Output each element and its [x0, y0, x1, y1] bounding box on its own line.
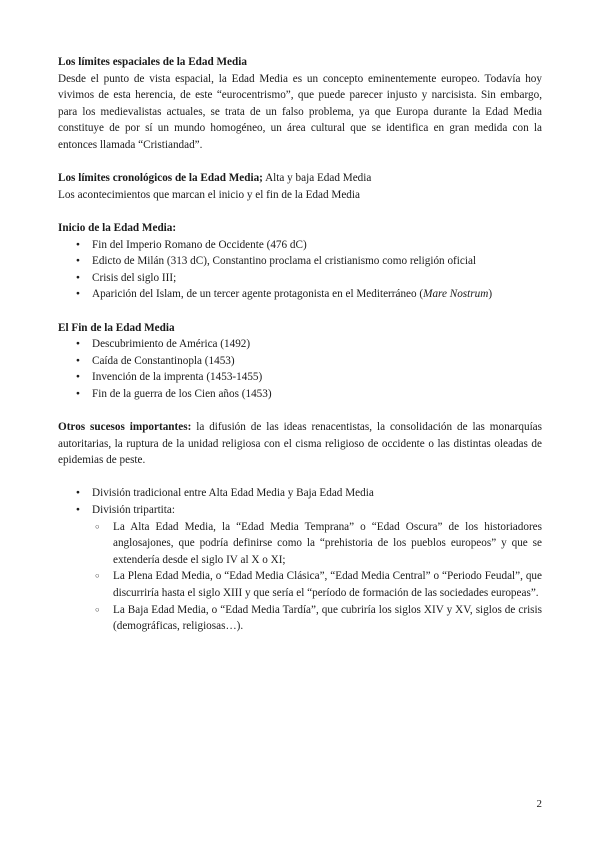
- paragraph-events: Los acontecimientos que marcan el inicio y el fin de la Edad Media: [58, 188, 360, 201]
- sublist-item: ○ La Plena Edad Media, o “Edad Media Clásica”, “Edad Media Central” o “Periodo Feudal”, que discurriría hasta el siglo XIII y que sería el “período de formación de las sociedades europeas”.: [76, 568, 542, 601]
- heading-spatial-limits: Los límites espaciales de la Edad Media: [58, 56, 247, 68]
- division-list: [58, 485, 542, 518]
- list-item: ● División tradicional entre Alta Edad Media y Baja Edad Media: [58, 485, 542, 502]
- list-item: ● Fin del Imperio Romano de Occidente (476 dC): [58, 237, 542, 254]
- list-item: ● División tripartita:: [58, 502, 542, 519]
- heading-fin: El Fin de la Edad Media: [58, 321, 175, 334]
- paragraph-otros: Otros sucesos importantes: la difusión de las ideas renacentistas, la consolidación de las monarquías autoritarias, la ruptura de la unidad religiosa con el cisma religioso de occidente o las distintas oleadas de epidemias de peste.: [58, 421, 543, 467]
- list-item: ● Fin de la guerra de los Cien años (1453): [58, 386, 542, 403]
- list-item: ● Edicto de Milán (313 dC), Constantino proclama el cristianismo como religión oficial: [58, 253, 542, 270]
- list-item: ● Descubrimiento de América (1492): [58, 336, 542, 353]
- list-item: ● Caída de Constantinopla (1453): [58, 353, 542, 370]
- page-number: 2: [536, 798, 542, 810]
- heading-chronological-limits: Los límites cronológicos de la Edad Media; Alta y baja Edad Media: [58, 172, 372, 185]
- sublist-item: ○ La Baja Edad Media, o “Edad Media Tardía”, que cubriría los siglos XIV y XV, siglos de crisis (demográficas, religiosas…).: [76, 602, 542, 635]
- inicio-list: [58, 237, 542, 303]
- list-item: ● Crisis del siglo III;: [58, 270, 542, 287]
- heading-inicio: Inicio de la Edad Media:: [58, 221, 177, 234]
- list-item: ● Invención de la imprenta (1453-1455): [58, 369, 542, 386]
- sublist-item: ○ La Alta Edad Media, la “Edad Media Temprana” o “Edad Oscura” de los historiadores anglosajones, que podría definirse como la “prehistoria de los pueblos europeos” y que se extendería desde el siglo IV al X o XI;: [76, 519, 542, 569]
- paragraph-spatial-limits: Desde el punto de vista espacial, la Edad Media es un concepto eminentemente europeo. Todavía hoy vivimos de esta herencia, de este “eurocentrismo”, que puede parecer injusto y narcisista. Sin embargo, para los medievalistas actuales, se trata de un falso problema, ya que Europa durante la Edad Media constituye de por sí un mundo homogéneo, un área cultural que se identifica en gran medida con la entonces llamada “Cristiandad”.: [58, 72, 542, 151]
- fin-list: [58, 336, 542, 402]
- document-page: [58, 54, 542, 635]
- division-sublist: [58, 519, 542, 635]
- list-item: ● Aparición del Islam, de un tercer agente protagonista en el Mediterráneo (Mare Nostrum): [58, 286, 542, 303]
